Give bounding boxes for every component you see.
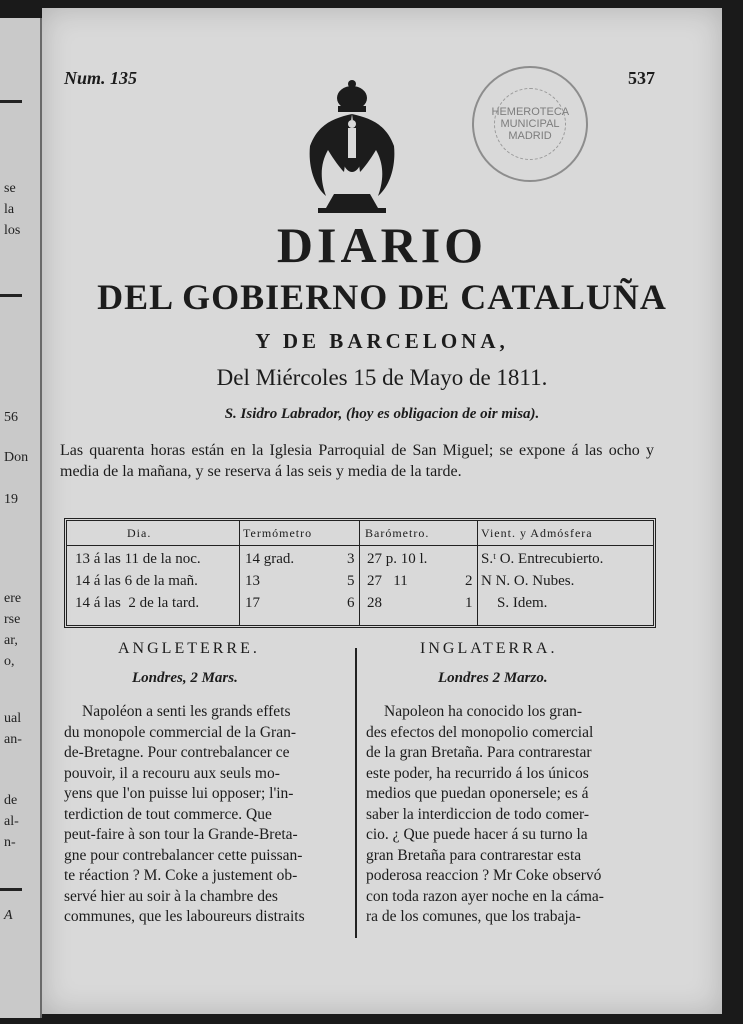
text-line: yens que l'on puisse lui opposer; l'in- xyxy=(64,785,294,802)
table-cell-thermo-frac: 5 xyxy=(347,573,355,589)
rule-mark xyxy=(0,888,22,891)
table-cell-thermo: 17 xyxy=(245,595,260,611)
text-line: Napoléon a senti les grands effets xyxy=(82,703,291,720)
column-divider xyxy=(355,648,357,938)
table-cell-baro: 27 p. 10 l. xyxy=(367,551,428,567)
stamp-text: HEMEROTECA MUNICIPAL MADRID xyxy=(494,88,566,160)
prev-fragment: an- xyxy=(4,732,22,747)
text-line: terdiction de tout commerce. Que xyxy=(64,805,272,823)
table-header: Dia. xyxy=(127,526,152,540)
prev-fragment: al- xyxy=(4,814,19,829)
text-line: Napoleon ha conocido los gran- xyxy=(384,703,582,720)
header-rule xyxy=(67,545,653,546)
right-column-dateline: Londres 2 Marzo. xyxy=(438,670,548,686)
prev-fragment: de xyxy=(4,793,18,808)
prev-fragment: o, xyxy=(4,654,15,669)
table-cell-day: 14 á las 6 de la mañ. xyxy=(75,573,198,589)
text-line: medios que puedan oponersele; es á xyxy=(366,785,589,802)
prev-fragment: los xyxy=(4,223,21,238)
right-column-body xyxy=(366,702,652,928)
table-cell-thermo: 13 xyxy=(245,573,260,589)
table-header: Barómetro. xyxy=(365,526,430,540)
issue-date: Del Miércoles 15 de Mayo de 1811. xyxy=(216,365,548,390)
table-cell-baro-frac: 2 xyxy=(465,573,473,589)
text-line: de la gran Bretaña. Para contrarestar xyxy=(366,744,592,761)
table-cell-thermo: 14 grad. xyxy=(245,551,295,567)
masthead-title: DIARIO xyxy=(276,217,488,273)
text-line: gran Bretaña para contrarestar esta xyxy=(366,846,582,864)
table-cell-wind: S.ᵗ O. Entrecubierto. xyxy=(481,551,604,567)
text-line: poderosa reaccion ? Mr Coke observó xyxy=(366,867,602,884)
column-rule xyxy=(477,521,478,625)
table-cell-wind: N N. O. Nubes. xyxy=(481,573,575,589)
left-column-body xyxy=(64,702,328,928)
text-line: des efectos del monopolio comercial xyxy=(366,723,594,741)
prev-fragment: se xyxy=(4,181,16,196)
text-line: saber la interdiccion de todo comer- xyxy=(366,805,590,823)
table-header: Vient. y Admósfera xyxy=(481,526,593,540)
saint-of-day: S. Isidro Labrador, (hoy es obligacion de oir misa). xyxy=(224,406,540,422)
library-stamp xyxy=(472,66,588,182)
page-number: 537 xyxy=(628,68,655,88)
table-cell-thermo-frac: 3 xyxy=(347,551,355,567)
rule-mark xyxy=(0,294,22,297)
left-column-heading: ANGLETERRE. xyxy=(118,640,260,657)
table-cell-thermo-frac: 6 xyxy=(347,595,355,611)
text-line: servé hier au soir à la chambre des xyxy=(64,887,278,905)
text-line: te réaction ? M. Coke a justement ob- xyxy=(64,867,298,884)
text-line: pouvoir, il a recouru aux seuls mo- xyxy=(64,764,280,782)
table-cell-wind: S. Idem. xyxy=(497,595,548,611)
prev-fragment: n- xyxy=(4,835,16,850)
prev-fragment: la xyxy=(4,202,15,217)
masthead-subtitle: DEL GOBIERNO DE CATALUÑA xyxy=(97,277,667,317)
previous-page-edge xyxy=(0,18,42,1018)
prev-fragment: A xyxy=(4,908,13,923)
prev-fragment: Don xyxy=(4,450,29,465)
text-line: cio. ¿ Que puede hacer á su turno la xyxy=(366,826,588,843)
text-line: este poder, ha recurrido á los únicos xyxy=(366,764,589,782)
prev-fragment: 56 xyxy=(4,410,18,425)
notice-paragraph: Las quarenta horas están en la Iglesia Parroquial de San Miguel; se expone á las ocho y media de la mañana, y se reserva á las seis y media de la tarde. xyxy=(60,442,654,480)
table-cell-day: 13 á las 11 de la noc. xyxy=(75,551,201,567)
table-cell-baro: 28 xyxy=(367,595,382,611)
text-line: peut-faire à son tour la Grande-Breta- xyxy=(64,826,298,843)
prev-fragment: 19 xyxy=(4,492,18,507)
table-cell-baro-frac: 1 xyxy=(465,595,473,611)
masthead-city: Y DE BARCELONA, xyxy=(255,329,509,353)
prev-fragment: ar, xyxy=(4,633,18,648)
text-line: de-Bretagne. Pour contrebalancer ce xyxy=(64,744,290,761)
table-header: Termómetro xyxy=(243,526,313,540)
text-line: con toda razon ayer noche en la cáma- xyxy=(366,887,604,905)
prev-fragment: ual xyxy=(4,711,22,726)
column-rule xyxy=(359,521,360,625)
prev-fragment: ere xyxy=(4,591,22,606)
text-line: ra de los comunes, que los trabaja- xyxy=(366,908,581,925)
weather-table xyxy=(64,518,656,628)
rule-mark xyxy=(0,100,22,103)
imperial-eagle-icon xyxy=(304,76,400,218)
table-cell-baro: 27 11 xyxy=(367,573,408,589)
issue-number: Num. 135 xyxy=(64,68,138,88)
left-column-dateline: Londres, 2 Mars. xyxy=(132,670,238,686)
right-column-heading: INGLATERRA. xyxy=(420,640,558,657)
newspaper-page xyxy=(42,8,722,1014)
column-rule xyxy=(239,521,240,625)
text-line: gne pour contrebalancer cette puissan- xyxy=(64,846,303,864)
text-line: du monopole commercial de la Gran- xyxy=(64,723,296,741)
prev-fragment: rse xyxy=(4,612,21,627)
text-line: communes, que les laboureurs distraits xyxy=(64,908,305,925)
table-cell-day: 14 á las 2 de la tard. xyxy=(75,595,200,611)
